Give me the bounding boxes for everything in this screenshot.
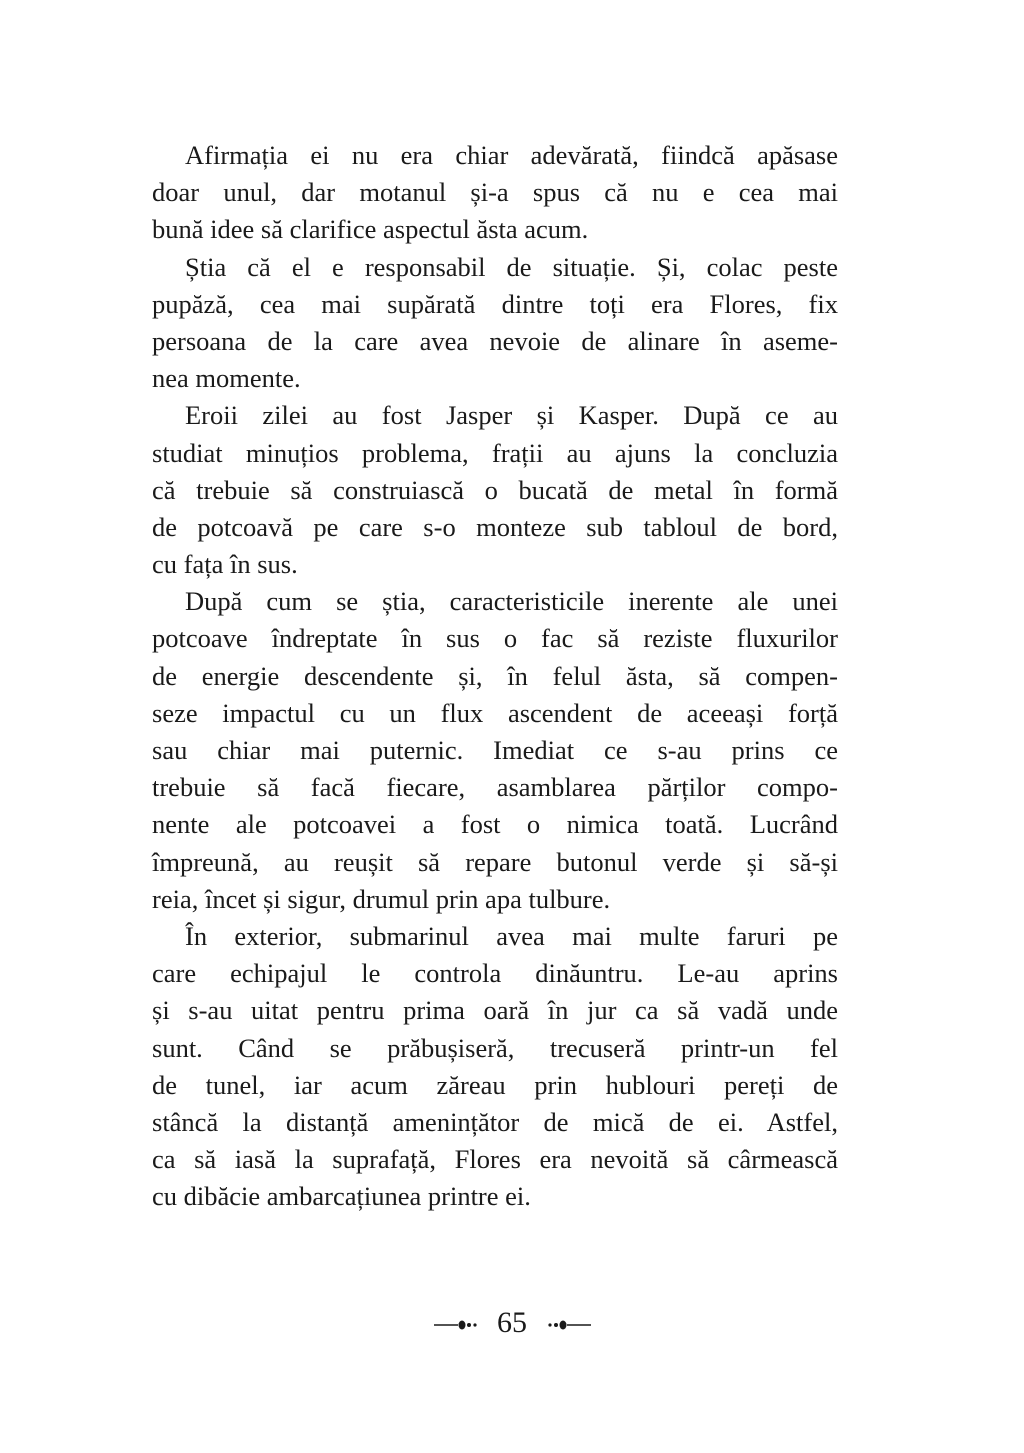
body-text bbox=[152, 137, 838, 1215]
text-line: seze impactul cu un flux ascendent de aceeași forță bbox=[152, 697, 838, 728]
ornament-left-icon bbox=[434, 1319, 480, 1331]
text-line: stâncă la distanță amenințător de mică de ei. Astfel, bbox=[152, 1106, 838, 1137]
text-line: cu dibăcie ambarcațiunea printre ei. bbox=[152, 1181, 531, 1212]
text-line: În exterior, submarinul avea mai multe faruri pe bbox=[185, 920, 838, 951]
text-line: trebuie să facă fiecare, asamblarea părților compo- bbox=[152, 772, 838, 803]
text-line: ca să iasă la suprafață, Flores era nevoită să cârmească bbox=[152, 1144, 838, 1175]
text-line: Știa că el e responsabil de situație. Și, colac peste bbox=[185, 251, 838, 282]
text-line: potcoave îndreptate în sus o fac să reziste fluxurilor bbox=[152, 623, 838, 654]
paragraph bbox=[152, 397, 838, 583]
text-line: reia, încet și sigur, drumul prin apa tulbure. bbox=[152, 883, 611, 914]
text-line: nea momente. bbox=[152, 363, 301, 394]
paragraph bbox=[152, 249, 838, 398]
text-line: sunt. Când se prăbușiseră, trecuseră printr-un fel bbox=[152, 1032, 838, 1063]
paragraph bbox=[152, 918, 838, 1216]
text-line: După cum se știa, caracteristicile inerente ale unei bbox=[185, 586, 838, 617]
text-line: că trebuie să construiască o bucată de metal în formă bbox=[152, 474, 838, 505]
text-line: Eroii zilei au fost Jasper și Kasper. După ce au bbox=[185, 400, 838, 431]
text-line: de potcoavă pe care s-o monteze sub tabloul de bord, bbox=[152, 511, 838, 542]
text-line: nente ale potcoavei a fost o nimica toată. Lucrând bbox=[152, 809, 838, 840]
text-line: și s-au uitat pentru prima oară în jur ca să vadă unde bbox=[152, 995, 838, 1026]
text-line: cu fața în sus. bbox=[152, 549, 298, 580]
paragraph bbox=[152, 137, 838, 249]
text-line: persoana de la care avea nevoie de alinare în aseme- bbox=[152, 325, 838, 356]
text-line: pupăză, cea mai supărată dintre toți era Flores, fix bbox=[152, 288, 838, 319]
text-line: care echipajul le controla dinăuntru. Le-au aprins bbox=[152, 958, 838, 989]
text-line: de tunel, iar acum zăreau prin hublouri pereți de bbox=[152, 1069, 838, 1100]
text-line: bună idee să clarifice aspectul ăsta acum. bbox=[152, 214, 589, 245]
ornament-right-icon bbox=[545, 1319, 591, 1331]
page-number: 65 bbox=[497, 1306, 527, 1339]
text-line: Afirmația ei nu era chiar adevărată, fiindcă apăsase bbox=[185, 140, 838, 170]
text-line: de energie descendente și, în felul ăsta, să compen- bbox=[152, 660, 838, 691]
text-line: doar unul, dar motanul și-a spus că nu e cea mai bbox=[152, 177, 838, 208]
page-footer bbox=[0, 1306, 1024, 1340]
paragraph bbox=[152, 583, 838, 918]
text-line: împreună, au reușit să repare butonul verde și să-și bbox=[152, 846, 838, 877]
text-line: sau chiar mai puternic. Imediat ce s-au prins ce bbox=[152, 735, 838, 765]
text-line: studiat minuțios problema, frații au ajuns la concluzia bbox=[152, 437, 838, 468]
